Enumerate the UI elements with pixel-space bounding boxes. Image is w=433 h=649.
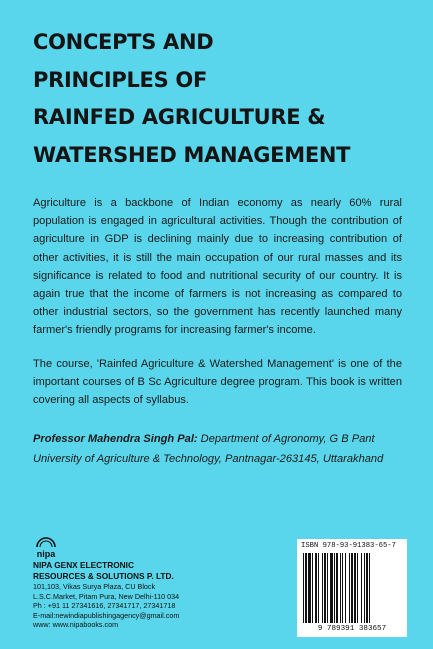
- barcode-bar: [324, 553, 326, 623]
- barcode-digits: 9 789391 383657: [317, 625, 387, 633]
- isbn-label: ISBN 978-93-91383-65-7: [301, 542, 396, 550]
- barcode-bar: [366, 553, 368, 623]
- barcode-bars: [303, 553, 401, 623]
- address-line-2: L.S.C.Market, Pitam Pura, New Delhi-110 034: [33, 591, 180, 601]
- isbn-barcode: [297, 539, 407, 637]
- publisher-address: [33, 582, 283, 630]
- barcode-bar: [336, 553, 338, 623]
- barcode-bar: [364, 553, 365, 623]
- description-paragraph-2: The course, 'Rainfed Agriculture & Watershed Management' is one of the important courses of B Sc Agriculture degree program. This book is written covering all aspects of syllabus.: [33, 358, 402, 407]
- barcode-bar: [308, 553, 311, 623]
- title-line-4: WATERSHED MANAGEMENT: [33, 142, 351, 167]
- barcode-bar: [340, 553, 341, 623]
- barcode-bar: [312, 553, 313, 623]
- author-affiliation: Department of Agronomy, G B Pant University of Agriculture & Technology, Pantnagar-263145, Uttarakhand: [33, 433, 384, 465]
- publisher-website: www: www.nipabooks.com: [33, 620, 119, 630]
- publisher-name-line-1: NIPA GENX ELECTRONIC: [33, 560, 134, 570]
- barcode-bar: [305, 553, 307, 623]
- barcode-bar: [303, 553, 304, 623]
- publisher-email: E-mail:newindiapublishingagency@gmail.com: [33, 610, 180, 620]
- description-paragraph-1: Agriculture is a backbone of Indian economy as nearly 60% rural population is engaged in agricultural activities. Though the contribution of agriculture in GDP is declining mainly due to increasing contribution of other activities, it is still the main occupation of our rural masses and its significance is related to food and nutritional security of our country. It is again true that the income of farmers is not increasing as compared to other industrial sectors, so the government has recently launched many farmer's friendly programs for increasing farmer's income.: [33, 197, 402, 337]
- logo-text: nipa: [36, 549, 56, 559]
- publisher-name-line-2: RESOURCES & SOLUTIONS P. LTD.: [33, 571, 174, 581]
- barcode-bar: [345, 553, 346, 623]
- publisher-name: [33, 560, 283, 582]
- barcode-bar: [357, 553, 358, 623]
- barcode-bar: [351, 553, 353, 623]
- address-line-1: 101,103, Vikas Surya Plaza, CU Block: [33, 582, 156, 591]
- publisher-logo-icon: [33, 536, 59, 560]
- barcode-bar: [361, 553, 362, 623]
- title-line-2: PRINCIPLES OF: [33, 67, 208, 92]
- title-line-3: RAINFED AGRICULTURE &: [33, 105, 326, 129]
- author-info: [33, 430, 405, 469]
- publisher-phone: Ph : +91 11 27341616, 27341717, 27341718: [33, 601, 176, 611]
- book-title: [33, 24, 413, 174]
- author-name: Professor Mahendra Singh Pal:: [33, 433, 198, 445]
- barcode-bar: [369, 553, 370, 623]
- barcode-bar: [354, 553, 356, 623]
- barcode-bar: [322, 553, 323, 623]
- barcode-bar: [327, 553, 328, 623]
- barcode-bar: [318, 553, 319, 623]
- barcode-bar: [330, 553, 333, 623]
- barcode-bar: [342, 553, 343, 623]
- barcode-bar: [315, 553, 317, 623]
- title-line-1: CONCEPTS AND: [33, 30, 214, 54]
- barcode-bar: [349, 553, 350, 623]
- barcode-bar: [334, 553, 335, 623]
